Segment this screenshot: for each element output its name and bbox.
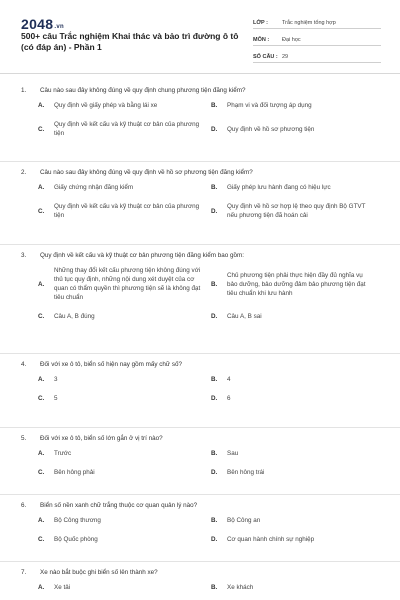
question-header bbox=[0, 80, 382, 95]
meta-key: LỚP : bbox=[253, 20, 268, 26]
option-text: Giấy phép lưu hành đang có hiệu lực bbox=[227, 184, 331, 191]
question-header bbox=[0, 495, 382, 510]
question-text: Câu nào sau đây không đúng về quy định chung phương tiện đăng kiểm? bbox=[40, 87, 246, 94]
answer-options bbox=[0, 375, 382, 413]
option-letter: D. bbox=[211, 469, 218, 476]
option-d[interactable] bbox=[211, 394, 381, 403]
meta-info bbox=[253, 15, 381, 66]
option-letter: A. bbox=[38, 450, 45, 457]
question-number: 7. bbox=[21, 569, 27, 576]
question-number: 2. bbox=[21, 169, 27, 176]
option-text: Quy định về kết cấu và kỹ thuật cơ bản của phương tiện bbox=[54, 121, 200, 137]
option-text: 3 bbox=[54, 376, 58, 383]
question-number: 5. bbox=[21, 435, 27, 442]
option-b[interactable] bbox=[211, 583, 381, 592]
question-header bbox=[0, 354, 382, 369]
option-text: Câu A, B sai bbox=[227, 313, 262, 320]
option-d[interactable] bbox=[211, 468, 381, 477]
question-text: Quy định về kết cấu và kỹ thuật cơ bản phương tiện đăng kiểm bao gồm: bbox=[40, 252, 244, 259]
answer-options bbox=[0, 583, 382, 600]
question-5 bbox=[0, 428, 400, 495]
option-letter: B. bbox=[211, 280, 218, 288]
document-title: 500+ câu Trắc nghiệm Khai thác và bảo trì đường ô tô (có đáp án) - Phần 1 bbox=[21, 31, 239, 52]
option-text: Sau bbox=[227, 450, 239, 457]
question-header bbox=[0, 245, 382, 260]
option-letter: D. bbox=[211, 395, 218, 402]
option-text: Bên hông phải bbox=[54, 469, 95, 476]
question-text: Biển số nền xanh chữ trắng thuộc cơ quan quản lý nào? bbox=[40, 502, 198, 509]
option-text: Bộ Công thương bbox=[54, 517, 101, 524]
option-letter: C. bbox=[38, 395, 45, 402]
option-b[interactable] bbox=[211, 516, 381, 525]
question-6 bbox=[0, 495, 400, 562]
option-a[interactable] bbox=[38, 266, 211, 302]
option-text: Cơ quan hành chính sự nghiệp bbox=[227, 536, 315, 543]
option-a[interactable] bbox=[38, 183, 211, 192]
option-a[interactable] bbox=[38, 583, 211, 592]
option-letter: A. bbox=[38, 184, 45, 191]
option-text: Quy định về kết cấu và kỹ thuật cơ bản của phương tiện bbox=[54, 203, 200, 219]
question-4 bbox=[0, 354, 400, 428]
option-d[interactable] bbox=[211, 535, 381, 544]
option-letter: C. bbox=[38, 313, 45, 320]
option-text: Quy định về hồ sơ hợp lệ theo quy định Bộ GTVT nếu phương tiện đã hoán cải bbox=[227, 203, 366, 219]
meta-value: Trắc nghiệm tổng hợp bbox=[282, 20, 336, 26]
answer-options bbox=[0, 516, 382, 554]
meta-row-subject bbox=[253, 32, 381, 46]
option-letter: B. bbox=[211, 584, 218, 591]
option-letter: D. bbox=[211, 125, 218, 133]
option-text: Giấy chứng nhận đăng kiểm bbox=[54, 184, 134, 191]
option-d[interactable] bbox=[211, 120, 381, 138]
option-b[interactable] bbox=[211, 101, 381, 110]
header-divider bbox=[0, 73, 400, 74]
option-c[interactable] bbox=[38, 312, 211, 321]
answer-options bbox=[0, 449, 382, 487]
option-c[interactable] bbox=[38, 202, 211, 220]
option-text: 5 bbox=[54, 395, 58, 402]
question-text: Xe nào bắt buộc ghi biển số lên thành xe? bbox=[40, 569, 158, 576]
answer-options bbox=[0, 266, 382, 331]
option-text: Bộ Công an bbox=[227, 517, 261, 524]
option-a[interactable] bbox=[38, 449, 211, 458]
option-letter: B. bbox=[211, 450, 218, 457]
question-1 bbox=[0, 80, 400, 162]
option-d[interactable] bbox=[211, 202, 381, 220]
meta-key: MÔN : bbox=[253, 37, 270, 43]
option-c[interactable] bbox=[38, 468, 211, 477]
meta-value: Đại học bbox=[282, 37, 301, 43]
meta-row-class bbox=[253, 15, 381, 29]
option-text: 6 bbox=[227, 395, 231, 402]
option-letter: A. bbox=[38, 280, 45, 288]
question-header bbox=[0, 162, 382, 177]
option-text: 4 bbox=[227, 376, 231, 383]
question-header bbox=[0, 428, 382, 443]
question-3 bbox=[0, 245, 400, 354]
question-number: 3. bbox=[21, 252, 27, 259]
question-7 bbox=[0, 562, 400, 600]
option-letter: B. bbox=[211, 376, 218, 383]
option-text: Xe khách bbox=[227, 584, 254, 591]
question-text: Câu nào sau đây không đúng về quy định về hồ sơ phương tiện đăng kiểm? bbox=[40, 169, 253, 176]
option-a[interactable] bbox=[38, 101, 211, 110]
option-letter: A. bbox=[38, 376, 45, 383]
option-letter: D. bbox=[211, 207, 218, 215]
option-letter: B. bbox=[211, 184, 218, 191]
option-c[interactable] bbox=[38, 535, 211, 544]
option-text: Câu A, B đúng bbox=[54, 313, 95, 320]
meta-row-question-count bbox=[253, 49, 381, 63]
option-c[interactable] bbox=[38, 394, 211, 403]
meta-value: 29 bbox=[282, 54, 289, 60]
option-text: Chủ phương tiện phải thực hiện đầy đủ nghĩa vụ bảo dưỡng, bảo dưỡng đảm bảo phương tiện đạt tiêu chuẩn khi lưu hành bbox=[227, 271, 366, 297]
question-header bbox=[0, 562, 382, 577]
option-a[interactable] bbox=[38, 375, 211, 384]
option-letter: C. bbox=[38, 207, 45, 215]
option-text: Quy định về giấy phép và bằng lái xe bbox=[54, 102, 158, 109]
option-a[interactable] bbox=[38, 516, 211, 525]
option-letter: A. bbox=[38, 517, 45, 524]
option-letter: B. bbox=[211, 102, 218, 109]
option-letter: D. bbox=[211, 536, 218, 543]
option-text: Trước bbox=[54, 450, 72, 457]
option-text: Những thay đổi kết cấu phương tiện không đúng với thủ tục quy định, những nội dung xét duyệt của cơ quan có thẩm quyền thì phương tiện sẽ là không đạt tiêu chuẩn bbox=[54, 267, 201, 301]
site-logo[interactable]: 2048.vn bbox=[21, 16, 64, 32]
option-letter: C. bbox=[38, 536, 45, 543]
option-b[interactable] bbox=[211, 183, 381, 192]
option-letter: D. bbox=[211, 313, 218, 320]
meta-key: SỐ CÂU : bbox=[253, 54, 278, 60]
option-letter: A. bbox=[38, 584, 45, 591]
question-text: Đối với xe ô tô, biển số hiện nay gồm mấy chữ số? bbox=[40, 361, 183, 368]
option-text: Bộ Quốc phòng bbox=[54, 536, 98, 543]
question-number: 1. bbox=[21, 87, 27, 94]
question-list bbox=[0, 80, 400, 600]
site-logo-tld: .vn bbox=[54, 24, 64, 30]
question-2 bbox=[0, 162, 400, 245]
option-letter: A. bbox=[38, 102, 45, 109]
option-text: Xe tải bbox=[54, 584, 71, 591]
answer-options bbox=[0, 183, 382, 230]
option-b[interactable] bbox=[211, 375, 381, 384]
option-d[interactable] bbox=[211, 312, 381, 321]
option-c[interactable] bbox=[38, 120, 211, 138]
question-number: 6. bbox=[21, 502, 27, 509]
option-letter: C. bbox=[38, 469, 45, 476]
answer-options bbox=[0, 101, 382, 148]
question-number: 4. bbox=[21, 361, 27, 368]
option-text: Phạm vi và đối tượng áp dụng bbox=[227, 102, 312, 109]
option-letter: B. bbox=[211, 517, 218, 524]
option-b[interactable] bbox=[211, 449, 381, 458]
option-text: Bên hông trái bbox=[227, 469, 265, 476]
option-letter: C. bbox=[38, 125, 45, 133]
question-text: Đối với xe ô tô, biển số lớn gắn ở vị trí nào? bbox=[40, 435, 163, 442]
option-b[interactable] bbox=[211, 266, 381, 302]
option-text: Quy định về hồ sơ phương tiện bbox=[227, 125, 315, 133]
